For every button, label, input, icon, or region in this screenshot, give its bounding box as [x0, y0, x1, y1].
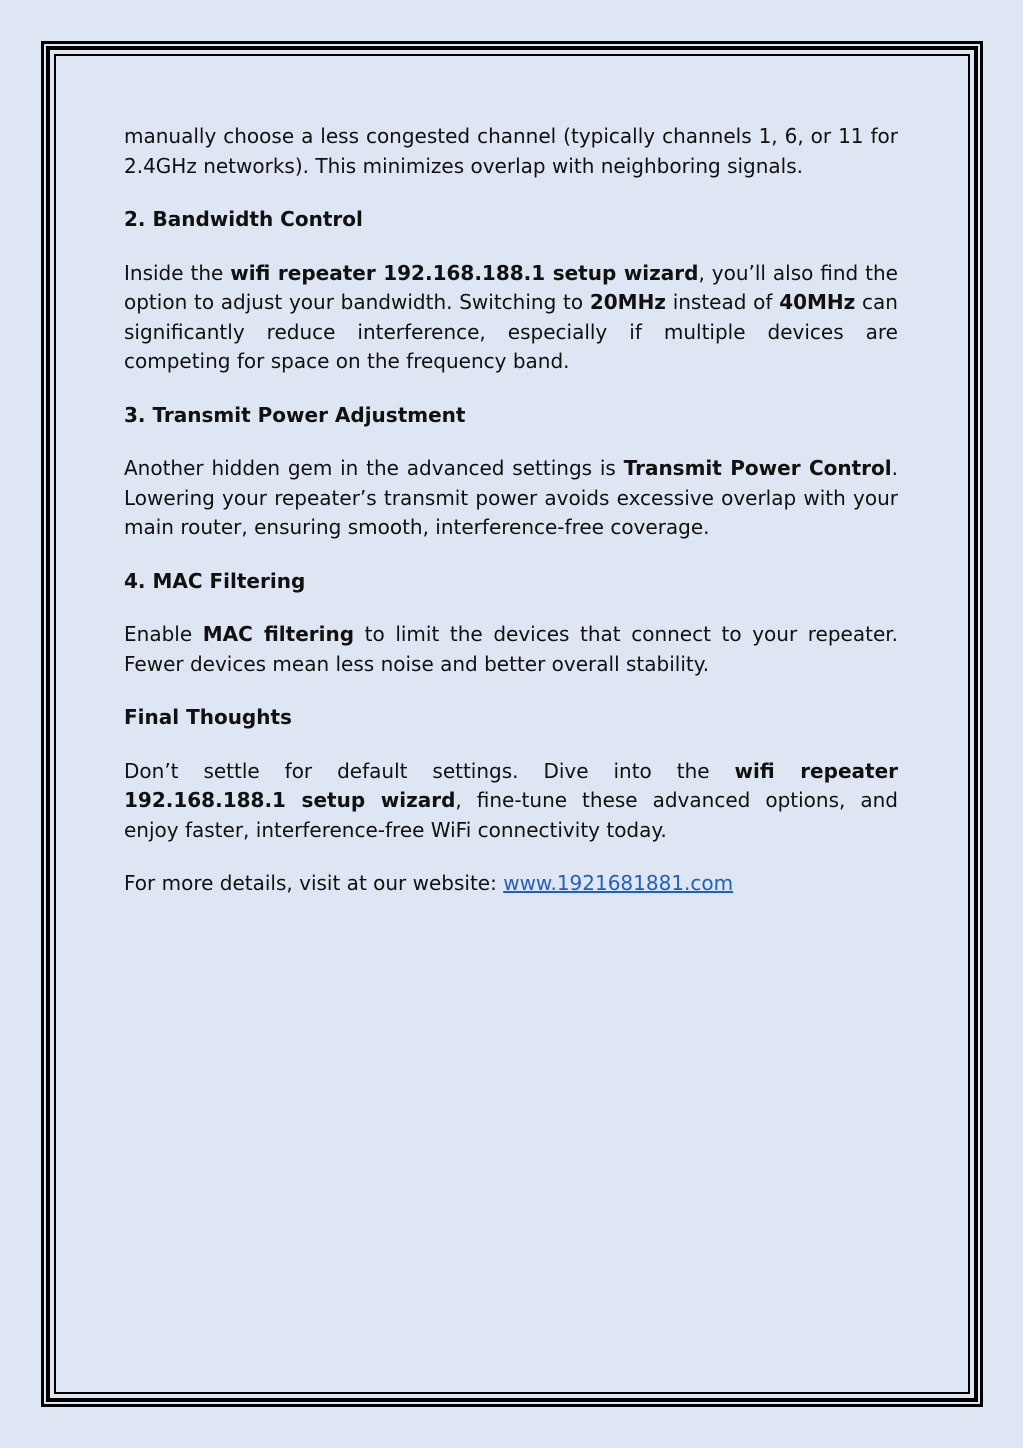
document-body: [124, 122, 898, 923]
bandwidth-paragraph: [124, 259, 898, 377]
bandwidth-text-2: , you’ll also find the option to adjust your bandwidth. Switching to: [124, 260, 898, 314]
mac-heading: 4. MAC Filtering: [124, 568, 306, 593]
details-text: For more details, visit at our website:: [124, 871, 504, 895]
mac-text-2: to limit the devices that connect to your repeater. Fewer devices mean less noise and better overall stability.: [124, 622, 898, 676]
final-text-1: Don’t settle for default settings. Dive into the: [124, 758, 735, 783]
bandwidth-bold-20mhz: 20MHz: [589, 290, 666, 314]
bandwidth-text-4: can significantly reduce interference, especially if multiple devices are competing for space on the frequency band.: [124, 290, 898, 373]
mac-bold-filtering: MAC filtering: [202, 622, 355, 646]
details-paragraph: [124, 869, 898, 899]
transmit-heading: 3. Transmit Power Adjustment: [124, 402, 466, 427]
transmit-text-1: Another hidden gem in the advanced settings is: [124, 456, 624, 480]
bandwidth-text-3: instead of: [665, 290, 780, 314]
transmit-text-2: . Lowering your repeater’s transmit power avoids excessive overlap with your main router, ensuring smooth, interference-free coverage.: [124, 456, 898, 539]
mac-text-1: Enable: [124, 622, 203, 646]
website-link[interactable]: www.1921681881.com: [503, 871, 734, 895]
bandwidth-heading: 2. Bandwidth Control: [124, 207, 363, 231]
bandwidth-text-1: Inside the: [124, 260, 231, 285]
bandwidth-bold-40mhz: 40MHz: [779, 290, 856, 314]
transmit-paragraph: [124, 454, 898, 543]
final-paragraph: [124, 757, 898, 846]
intro-paragraph: manually choose a less congested channel (typically channels 1, 6, or 11 for 2.4GHz networks). This minimizes overlap with neighboring signals.: [124, 124, 898, 178]
transmit-bold-tpc: Transmit Power Control: [623, 456, 892, 480]
mac-paragraph: [124, 620, 898, 679]
final-text-2: , fine-tune these advanced options, and enjoy faster, interference-free WiFi connectivity today.: [124, 788, 898, 842]
final-heading: Final Thoughts: [124, 705, 292, 729]
final-bold-wizard: wifi repeater 192.168.188.1 setup wizard: [124, 758, 898, 812]
bandwidth-bold-wizard: wifi repeater 192.168.188.1 setup wizard: [230, 260, 699, 285]
